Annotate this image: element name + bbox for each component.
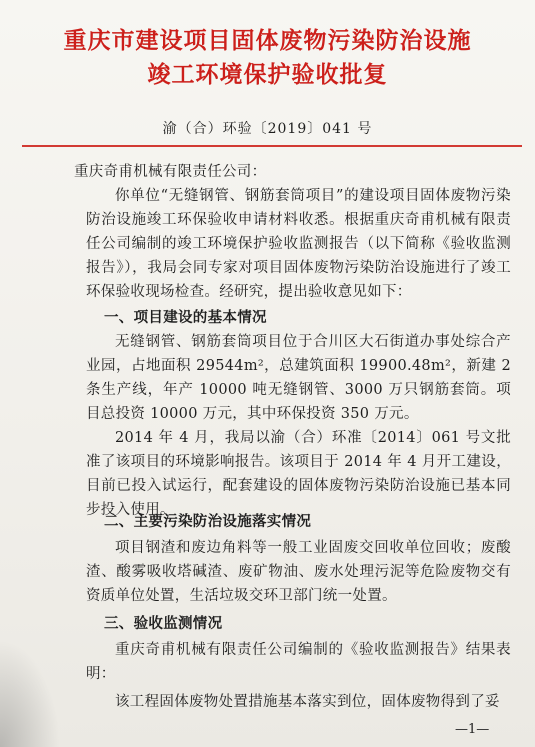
section-1-paragraph-a: 无缝钢管、钢筋套筒项目位于合川区大石街道办事处综合产业园，占地面积 29544m²，总建筑面积 19900.48m²，新建 2 条生产线，年产 10000 吨无缝钢管、3000 万只钢筋套筒。项目总投资 10000 万元，其中环保投资 350 万元。 bbox=[86, 334, 511, 422]
section-1-paragraph-b: 2014 年 4 月，我局以渝（合）环准〔2014〕061 号文批准了该项目的环境影响报告。该项目于 2014 年 4 月开工建设，目前已投入试运行，配套建设的固体废物污染防治设施已基本同步投入使用。 bbox=[86, 430, 511, 518]
intro-paragraph: 你单位“无缝钢管、钢筋套筒项目”的建设项目固体废物污染防治设施竣工环保验收申请材料收悉。根据重庆奇甫机械有限责任公司编制的竣工环境保护验收监测报告（以下简称《验收监测报告》），我局会同专家对项目固体废物污染防治设施进行了竣工环保验收现场检查。经研究，提出验收意见如下： bbox=[86, 188, 511, 300]
document-number: 渝（合）环验〔2019〕041 号 bbox=[162, 121, 373, 137]
scan-shadow bbox=[0, 640, 60, 747]
section-3-paragraph: 重庆奇甫机械有限责任公司编制的《验收监测报告》结果表明： bbox=[86, 642, 511, 682]
red-divider bbox=[22, 145, 522, 147]
section-3-continuation: 该工程固体废物处置措施基本落实到位，固体废物得到了妥 bbox=[115, 694, 500, 710]
section-heading-1: 一、项目建设的基本情况 bbox=[104, 310, 267, 326]
section-heading-2: 二、主要污染防治设施落实情况 bbox=[104, 514, 312, 530]
document-title-line-2: 竣工环境保护验收批复 bbox=[147, 62, 388, 88]
document-title-line-1: 重庆市建设项目固体废物污染防治设施 bbox=[63, 28, 472, 54]
section-2-paragraph: 项目钢渣和废边角料等一般工业固废交回收单位回收；废酸渣、酸雾吸收塔碱渣、废矿物油、废水处理污泥等危险废物交有资质单位处置，生活垃圾交环卫部门统一处置。 bbox=[86, 540, 511, 604]
addressee: 重庆奇甫机械有限责任公司： bbox=[74, 164, 267, 180]
section-heading-3: 三、验收监测情况 bbox=[104, 616, 223, 632]
page-number: —1— bbox=[455, 722, 490, 737]
